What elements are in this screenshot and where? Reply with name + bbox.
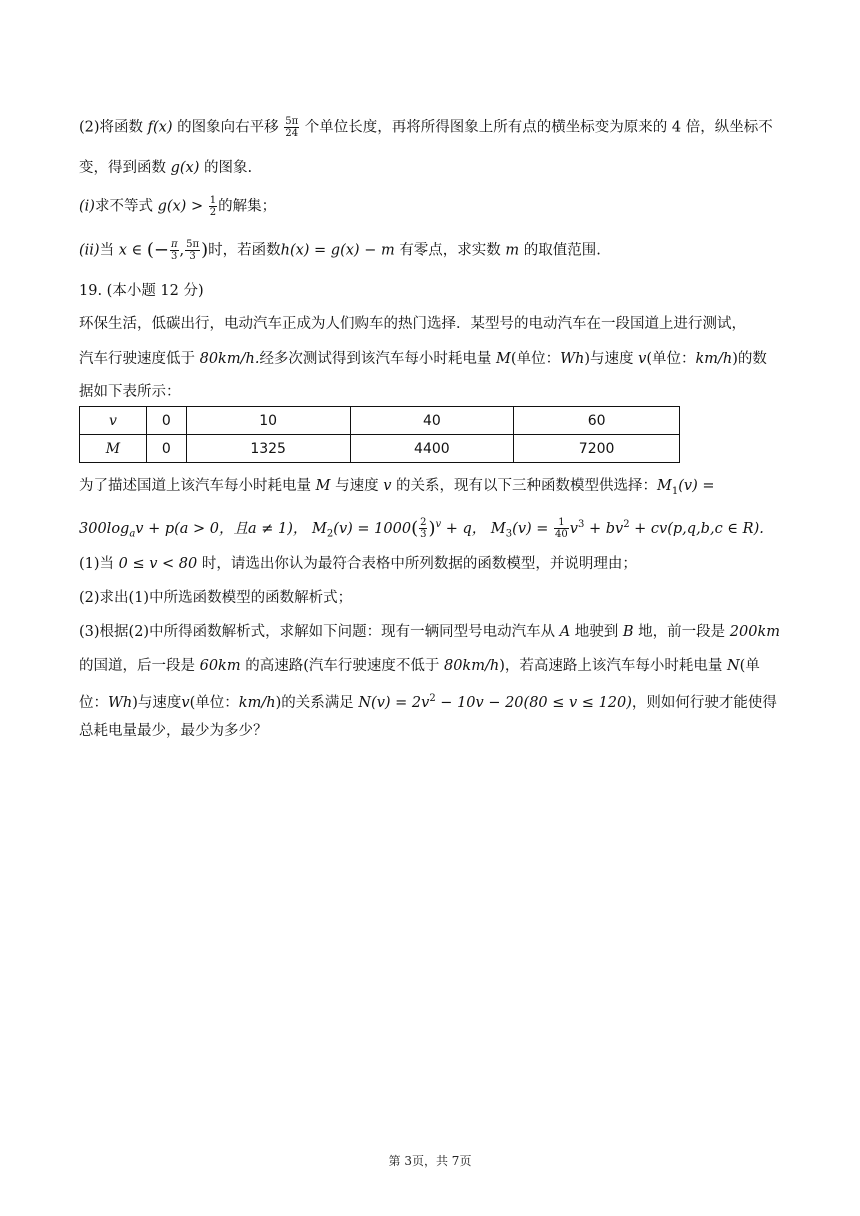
problem-part2-line2 — [79, 158, 252, 178]
fraction-5pi-24: $\frac{5\pi}{24}$ — [285, 116, 299, 139]
math-x-in: x ∈ — [118, 242, 143, 259]
math-kmh: km/h — [695, 351, 733, 367]
text: 据如下表所示： — [79, 384, 181, 400]
table-cell: 1325 — [186, 435, 350, 463]
intro-line1 — [79, 314, 746, 334]
table-cell: 0 — [146, 435, 186, 463]
question-number: 19. (本小题 12 分) — [79, 283, 204, 299]
table-row — [80, 435, 680, 463]
table-cell: 10 — [186, 407, 350, 435]
text: 时，请选出你认为最符合表格中所列数据的函数模型，并说明理由； — [201, 556, 637, 572]
intro-line3 — [79, 382, 181, 402]
math-M: M — [496, 351, 511, 367]
text: )与速度 — [584, 351, 634, 367]
intro-line2 — [79, 349, 767, 369]
text: (单位： — [189, 694, 239, 711]
text: 的解集； — [218, 198, 277, 215]
models-line2: $300\log_av + p(a > 0$，且a ≠ 1)， $M_2(v) = 1000$( $\frac{2}{3}$ )$^v$ + q， $M_3(v)$ = $\frac{1}{40}$ $v^3 + bv^2 + cv(p,q,b,c$ ∈ R). — [79, 517, 764, 541]
text: 的图象向右平移 — [177, 119, 279, 136]
table-cell: v — [80, 407, 147, 435]
problem-part2-line1 — [79, 116, 773, 139]
interval-open: (− — [146, 239, 169, 261]
fraction-1-40: $\frac{1}{40}$ — [555, 517, 568, 541]
fraction-2-3: $\frac{2}{3}$ — [420, 517, 427, 541]
problem-part-ii: (ii)当 x ∈ (− $\frac{\pi}{3}$ , $\frac{5\pi}{3}$ )时，若函数h(x) = g(x) − m 有零点，求实数 m 的取值范围. — [79, 239, 601, 262]
text: 当 — [99, 242, 115, 259]
fraction-5pi-3: $\frac{5\pi}{3}$ — [186, 239, 200, 262]
text: (1)当 — [79, 556, 115, 572]
text: )，若高速路上该汽车每小时耗电量 — [499, 658, 723, 674]
question-19-heading — [79, 281, 204, 301]
text: 经多次测试得到该汽车每小时耗电量 — [259, 351, 492, 367]
math-log-model: 300log — [79, 520, 130, 537]
table-cell: M — [80, 435, 147, 463]
fraction-1-2: $\frac{1}{2}$ — [209, 195, 217, 218]
text: 位： — [79, 694, 108, 711]
text: 求不等式 — [94, 198, 153, 215]
text: 变，得到函数 — [79, 160, 166, 176]
text: 环保生活，低碳出行，电动汽车正成为人们购车的热门选择．某型号的电动汽车在一段国道上进行测试， — [79, 316, 746, 332]
page-footer: 第 3页，共 7页 — [388, 1154, 472, 1168]
text: 的图象. — [204, 160, 253, 176]
text: )的数 — [732, 351, 767, 367]
math-range: 0 ≤ v < 80 — [118, 556, 198, 572]
math-M1: M — [657, 478, 672, 494]
text: (单位： — [510, 351, 561, 367]
sub-question-3-line1: (3)根据(2)中所得函数解析式，求解如下问题：现有一辆同型号电动汽车从 A 地驶到 B 地，前一段是 200km — [79, 624, 780, 640]
math-speed: 80km/h. — [199, 351, 260, 367]
text: (单 — [739, 658, 760, 674]
text: 的高速路(汽车行驶速度不低于 — [245, 658, 440, 674]
math-m: m — [505, 242, 520, 259]
interval-close: ) — [201, 239, 209, 261]
part-i-label: (i) — [79, 198, 95, 215]
table-cell: 0 — [146, 407, 186, 435]
text: (3)根据(2)中所得函数解析式，求解如下问题：现有一辆同型号电动汽车从 — [79, 624, 556, 640]
text: 的取值范围. — [523, 242, 601, 259]
math-hx: h(x) = g(x) − m — [280, 242, 395, 259]
math-inequality: g(x) > — [157, 198, 204, 215]
table-cell: 40 — [350, 407, 514, 435]
text: 个单位长度，再将所得图象上所有点的横坐标变为原来的 4 倍，纵坐标不 — [304, 119, 773, 136]
math-Wh: Wh — [560, 351, 585, 367]
text: (2)将函数 — [79, 119, 144, 136]
text: 的关系，现有以下三种函数模型供选择： — [396, 478, 657, 494]
sub-question-3-line4 — [79, 721, 268, 741]
text: (单位： — [646, 351, 696, 367]
models-line1: 为了描述国道上该汽车每小时耗电量 M 与速度 v 的关系，现有以下三种函数模型供选择：$M_1(v)$ = — [79, 478, 715, 497]
math-v: v — [638, 351, 647, 367]
table-row — [80, 407, 680, 435]
text: )与速度 — [132, 694, 182, 711]
sub-question-2 — [79, 588, 352, 608]
text: 地驶到 — [574, 624, 619, 640]
sub-question-1 — [79, 554, 637, 574]
math-M2: M — [312, 520, 327, 537]
text: 地，前一段是 — [638, 624, 726, 640]
text: 与速度 — [335, 478, 379, 494]
math-Nv: N(v) = 2v — [358, 694, 430, 711]
table-cell: 7200 — [514, 435, 680, 463]
math-gx: g(x) — [170, 160, 200, 176]
table-cell: 60 — [514, 407, 680, 435]
data-table — [79, 406, 680, 463]
text: 有零点，求实数 — [399, 242, 501, 259]
text: ，则如何行驶才能使得 — [631, 694, 777, 711]
sub-question-3-line2: 的国道，后一段是 60km 的高速路(汽车行驶速度不低于 80km/h)，若高速路上该汽车每小时耗电量 N(单 — [79, 658, 760, 674]
text: 时，若函数 — [208, 242, 281, 259]
text: 的国道，后一段是 — [79, 658, 195, 674]
text: (2)求出(1)中所选函数模型的函数解析式； — [79, 590, 353, 606]
text: 为了描述国道上该汽车每小时耗电量 — [79, 478, 311, 494]
math-fx: f(x) — [147, 119, 173, 136]
table-cell: 4400 — [350, 435, 514, 463]
text: )的关系满足 — [275, 694, 354, 711]
fraction-pi-3: $\frac{\pi}{3}$ — [170, 239, 178, 262]
problem-part-i — [79, 195, 276, 218]
math-M3: M — [490, 520, 506, 537]
sub-question-3-line3: 位：Wh)与速度v(单位：km/h)的关系满足 $N(v) = 2v^2 - 10v - 20(80 \le v \le 120)$，则如何行驶才能使得 — [79, 693, 777, 711]
text: 总耗电量最少，最少为多少？ — [79, 723, 268, 739]
text: 汽车行驶速度低于 — [79, 351, 195, 367]
part-ii-label: (ii) — [79, 242, 100, 259]
